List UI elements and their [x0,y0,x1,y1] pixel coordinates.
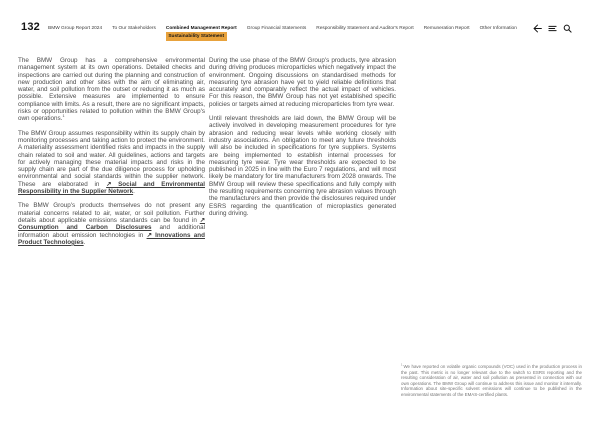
nav-item-to-our-stakeholders[interactable]: To Our Stakeholders [112,26,156,31]
nav-item-bmw-group-report-2024[interactable]: BMW Group Report 2024 [48,26,103,31]
table-of-contents-icon[interactable] [548,24,557,33]
nav-item-remuneration-report[interactable]: Remuneration Report [423,26,470,31]
footnote-text: $^1$ We have reported on volatile organic compounds (VOC) used in the production process in the past. This metric is no longer relevant due to the switch to ESRS reporting and the resulting consideration of air, water and soil pollution as presented in connection with our own operations. The BMW Group will continue to address this issue and monitor it internally. Information about site-specific solvent emissions will continue to be published in the environmental statements of the EMAS-certified plants. [401,363,582,397]
paragraph-thresholds: Until relevant thresholds are laid down, the BMW Group will be actively involved in developing measurement procedures for tyre abrasion and reducing wear levels while working closely with industry associations. An obligation to meet any future thresholds will also be included in specifications for tyre suppliers. Systems are being implemented to establish internal processes for measuring tyre wear. Tyre wear thresholds are expected to be published in 2025 in line with the Euro 7 regulations, and will most likely be mandatory for tire manufacturers from 2028 onwards. The BMW Group will review these specifications and fully comply with the resulting requirements concerning tyre abrasion values through the manufacturers and then provide the disclosures required under ESRS regarding the quantification of microplastics generated during driving. [209,115,396,217]
nav-item-group-financial-statements[interactable]: Group Financial Statements [246,26,307,31]
nav-subitem-sustainability-statement[interactable]: Sustainability Statement [166,32,227,41]
nav-item-combined-management-report[interactable] [165,26,237,39]
header-icon-group [533,24,572,33]
paragraph-supply-chain: The BMW Group assumes responsibility within its supply chain by monitoring processes and taking action to protect the environment. A materiality assessment identified risks and impacts in the supply chain related to soil and water. All guidelines, actions and targets for actively managing these material impacts and risks in the supply chain are part of the due diligence process for upholding environmental and social standards within the supplier network. These are elaborated in ↗ Social and Environmental Responsibility in the Supplier Network. [18,129,205,196]
nav-item-other-information[interactable]: Other Information [479,26,517,31]
page-number: 132 [21,21,40,33]
paragraph-products: The BMW Group's products themselves do not present any material concerns related to air, water, or soil pollution. Further details about applicable emissions standards can be found in ↗ Consumption and Carbon Disclosures and additional information about emission technologies in ↗ Innovations and Product Technologies. [18,202,205,246]
back-arrow-icon[interactable] [533,24,542,33]
report-top-navigation [48,26,517,39]
search-icon[interactable] [563,24,572,33]
left-text-column [18,57,205,253]
nav-item-responsibility-statement[interactable]: Responsibility Statement and Auditor's Report [316,26,414,31]
nav-item-combined-management-report-label: Combined Management Report [165,26,237,31]
right-text-column [209,57,396,224]
footnote [401,364,582,397]
paragraph-own-operations: The BMW Group has a comprehensive environmental management system at its own operations. Detailed checks and inspections are carried out during the planning and construction of new production and other sites with the aim of eliminating air, water, and soil pollution from the outset or reducing it as much as possible. Extensive measures are implemented to ensure compliance with limits. As a result, there are no significant impacts, risks or opportunities related to pollution within the BMW Group's own operations.$^1$ [18,57,205,123]
paragraph-tyre-abrasion: During the use phase of the BMW Group's products, tyre abrasion during driving produces microparticles which negatively impact the environment. Ongoing discussions on standardised methods for measuring tyre abrasion have yet to yield reliable definitions that accurately and comparably reflect the actual impact of vehicles. For this reason, the BMW Group has not yet established specific policies or targets aimed at reducing microparticles from tyre wear. [209,57,396,108]
